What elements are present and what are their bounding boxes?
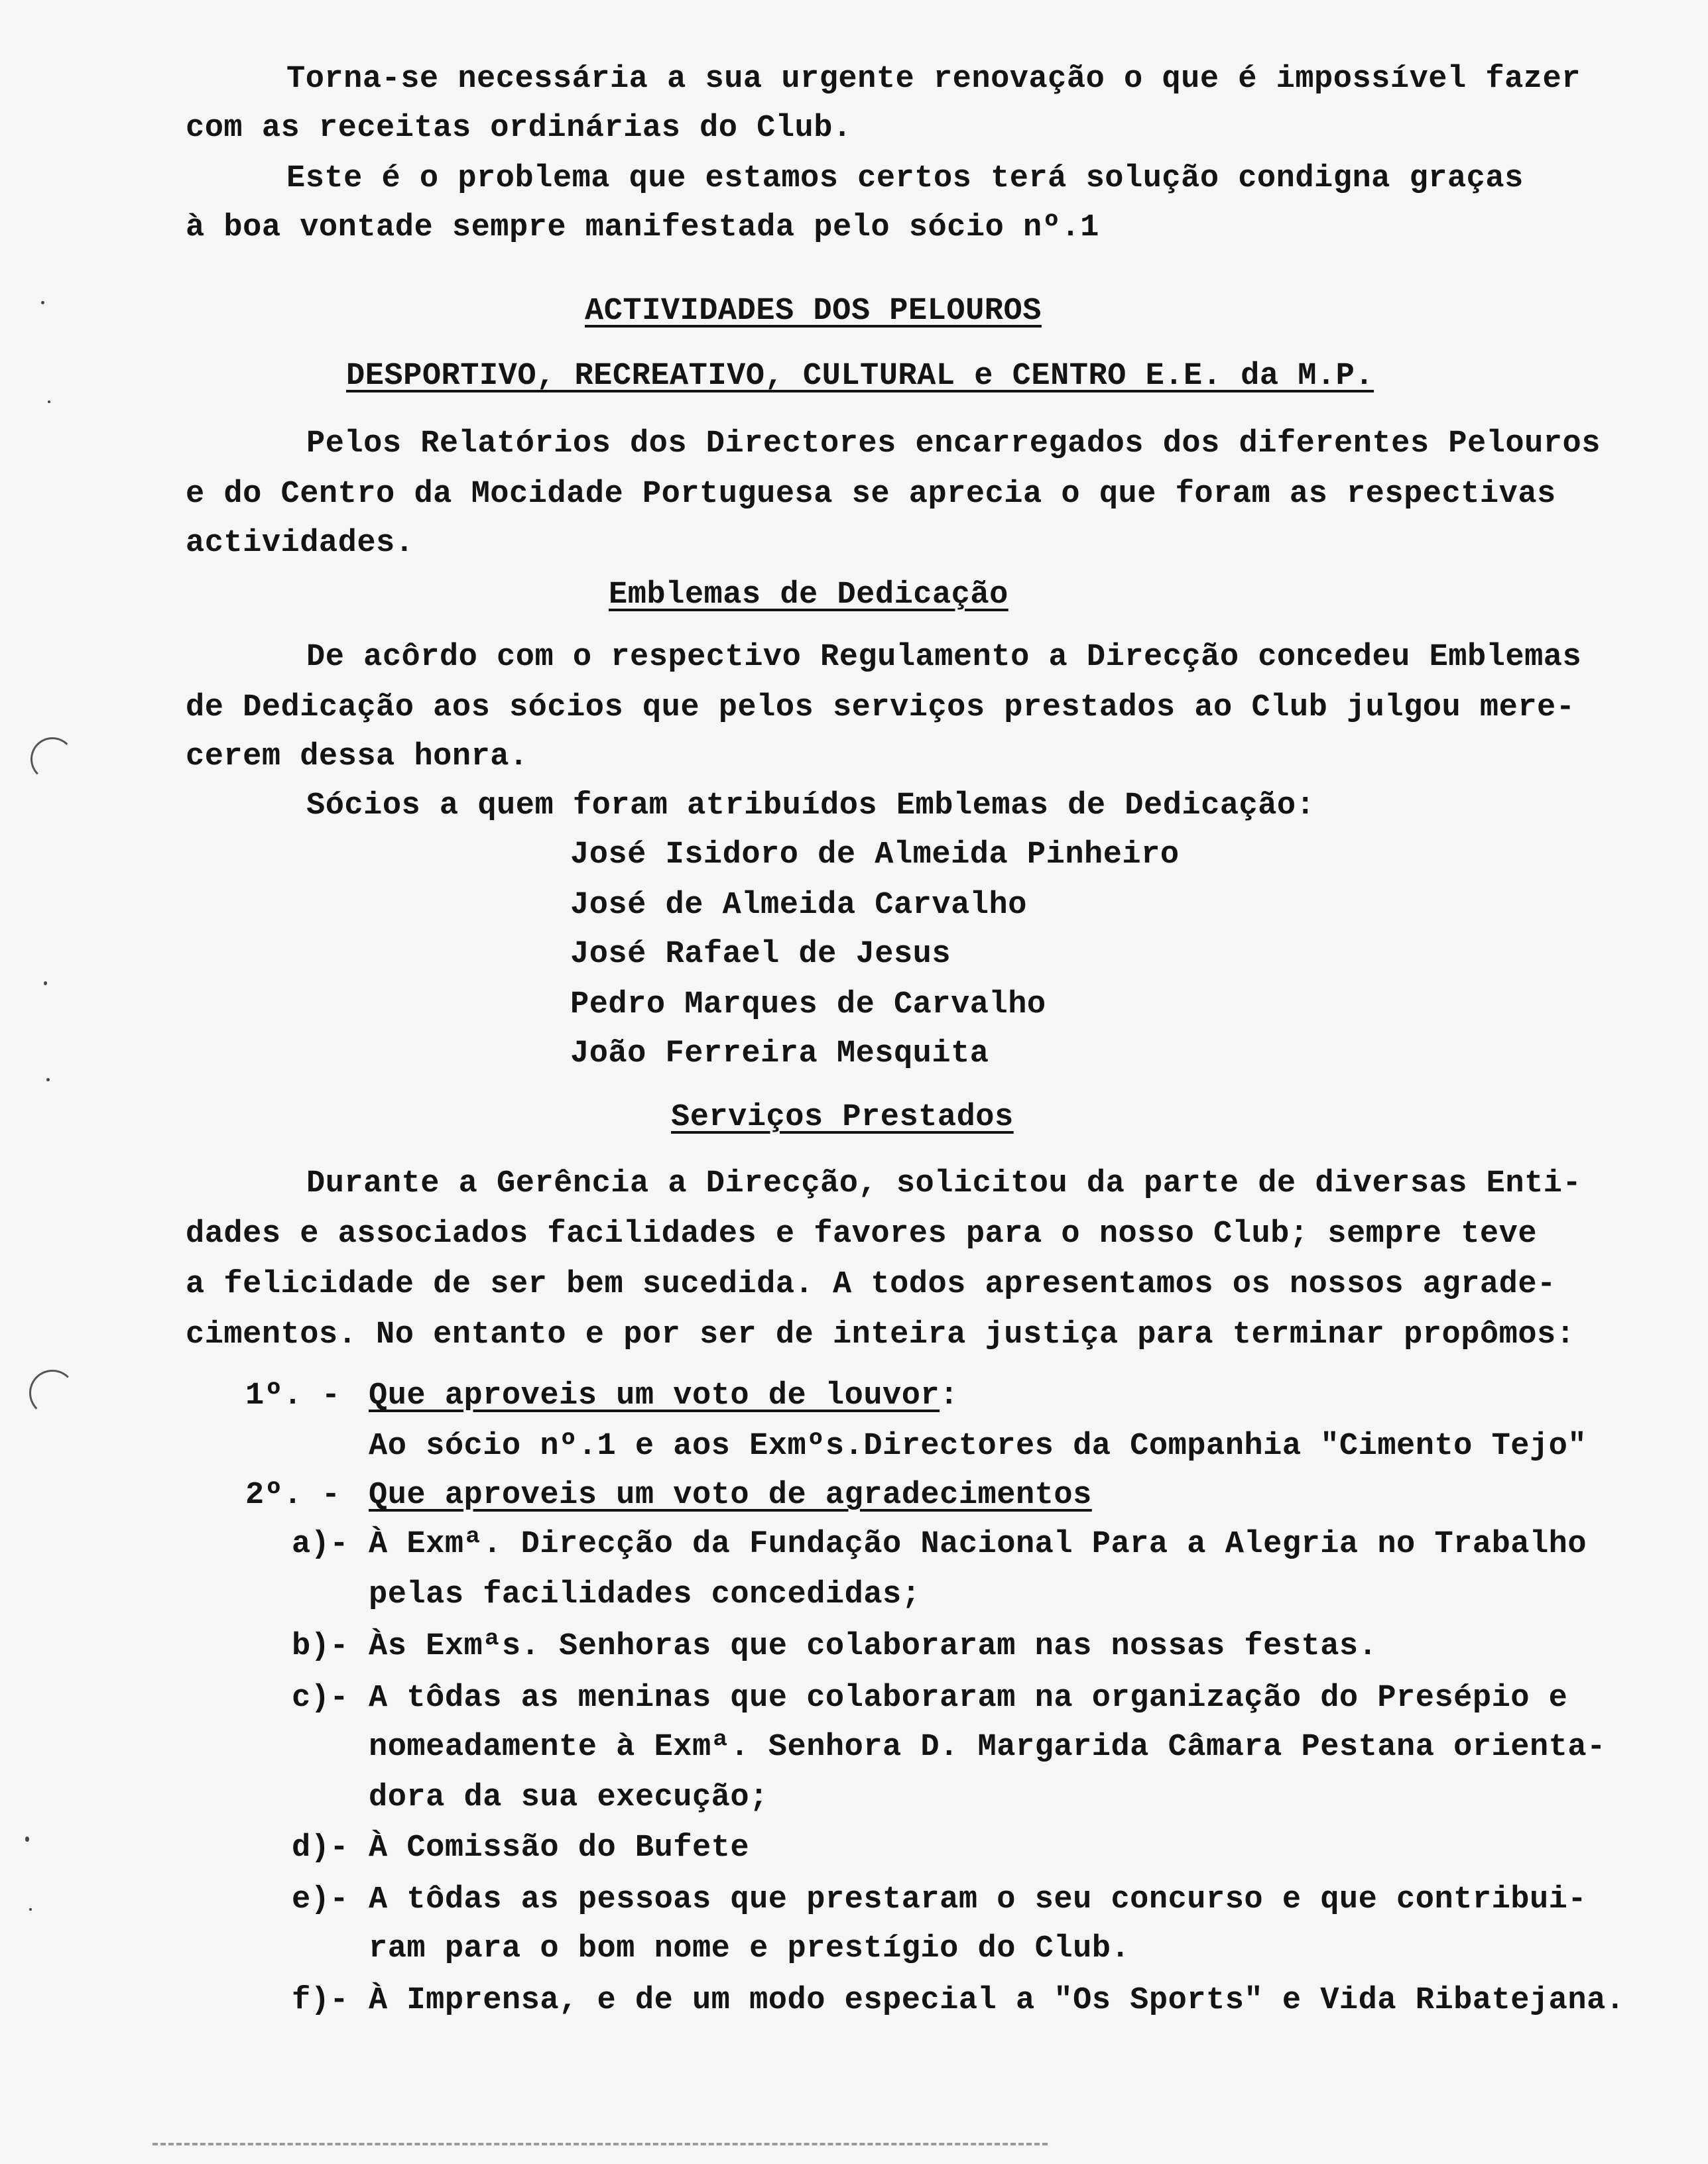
voto-1-colon: : xyxy=(940,1378,959,1413)
emblemas-heading: Emblemas de Dedicação xyxy=(609,577,1008,613)
scan-speck xyxy=(25,1836,29,1842)
voto-1-text: Ao sócio nº.1 e aos Exmºs.Directores da Companhia "Cimento Tejo" xyxy=(369,1429,1587,1464)
scan-mark xyxy=(30,737,74,781)
voto-2-number: 2º. - xyxy=(245,1478,341,1513)
intro-line-4: à boa vontade sempre manifestada pelo sócio nº.1 xyxy=(186,210,1099,245)
item-b-letter: b)- xyxy=(292,1629,349,1664)
voto-2-title: Que aproveis um voto de agradecimentos xyxy=(369,1478,1092,1513)
item-c-line-3: dora da sua execução; xyxy=(369,1780,768,1815)
item-a-line-2: pelas facilidades concedidas; xyxy=(369,1577,921,1612)
scan-mark xyxy=(29,1370,76,1416)
intro-line-2: com as receitas ordinárias do Club. xyxy=(186,111,852,146)
item-f-letter: f)- xyxy=(292,1983,349,2018)
item-c-line-1: A tôdas as meninas que colaboraram na organização do Presépio e xyxy=(369,1681,1568,1716)
scan-speck xyxy=(48,400,50,403)
servicos-line-1: Durante a Gerência a Direcção, solicitou da parte de diversas Enti- xyxy=(306,1166,1582,1201)
servicos-line-4: cimentos. No entanto e por ser de inteira justiça para terminar propômos: xyxy=(186,1317,1575,1352)
item-a-line-1: À Exmª. Direcção da Fundação Nacional Para a Alegria no Trabalho xyxy=(369,1527,1587,1562)
item-d-letter: d)- xyxy=(292,1831,349,1866)
voto-1-title-wrap xyxy=(369,1380,959,1412)
bottom-edge-rule xyxy=(152,2143,1048,2145)
item-e-letter: e)- xyxy=(292,1882,349,1917)
pelouros-line-3: actividades. xyxy=(186,526,414,561)
item-e-line-1: A tôdas as pessoas que prestaram o seu concurso e que contribui- xyxy=(369,1882,1587,1917)
item-d-line-1: À Comissão do Bufete xyxy=(369,1831,750,1866)
pelouros-line-1: Pelos Relatórios dos Directores encarregados dos diferentes Pelouros xyxy=(306,426,1601,461)
servicos-heading: Serviços Prestados xyxy=(671,1100,1014,1135)
emblemas-list-intro: Sócios a quem foram atribuídos Emblemas de Dedicação: xyxy=(306,788,1315,823)
item-a-letter: a)- xyxy=(292,1527,349,1562)
scan-speck xyxy=(29,1908,32,1911)
pelouros-subheading: DESPORTIVO, RECREATIVO, CULTURAL e CENTRO E.E. da M.P. xyxy=(346,359,1374,394)
intro-line-3: Este é o problema que estamos certos terá solução condigna graças xyxy=(286,161,1524,196)
emblemas-line-3: cerem dessa honra. xyxy=(186,739,528,774)
pelouros-heading: ACTIVIDADES DOS PELOUROS xyxy=(585,294,1042,329)
servicos-line-2: dades e associados facilidades e favores para o nosso Club; sempre teve xyxy=(186,1217,1538,1252)
emblemas-line-2: de Dedicação aos sócios que pelos serviços prestados ao Club julgou mere- xyxy=(186,690,1575,725)
scan-speck xyxy=(44,981,47,985)
pelouros-line-2: e do Centro da Mocidade Portuguesa se aprecia o que foram as respectivas xyxy=(186,477,1556,512)
member-name: José Isidoro de Almeida Pinheiro xyxy=(570,837,1180,872)
item-e-line-2: ram para o bom nome e prestígio do Club. xyxy=(369,1931,1130,1966)
member-name: José de Almeida Carvalho xyxy=(570,888,1027,923)
item-f-line-1: À Imprensa, e de um modo especial a "Os Sports" e Vida Ribatejana. xyxy=(369,1983,1625,2018)
member-name: João Ferreira Mesquita xyxy=(570,1036,989,1071)
member-name: José Rafael de Jesus xyxy=(570,937,951,972)
emblemas-line-1: De acôrdo com o respectivo Regulamento a Direcção concedeu Emblemas xyxy=(306,640,1582,675)
item-c-letter: c)- xyxy=(292,1681,349,1716)
servicos-line-3: a felicidade de ser bem sucedida. A todos apresentamos os nossos agrade- xyxy=(186,1267,1556,1302)
member-name: Pedro Marques de Carvalho xyxy=(570,987,1046,1022)
item-b-line-1: Às Exmªs. Senhoras que colaboraram nas nossas festas. xyxy=(369,1629,1378,1664)
intro-line-1: Torna-se necessária a sua urgente renovação o que é impossível fazer xyxy=(286,62,1581,97)
item-c-line-2: nomeadamente à Exmª. Senhora D. Margarida Câmara Pestana orienta- xyxy=(369,1730,1606,1765)
voto-1-title: Que aproveis um voto de louvor xyxy=(369,1378,940,1413)
scan-speck xyxy=(41,301,44,304)
voto-1-number: 1º. - xyxy=(245,1378,341,1413)
scan-speck xyxy=(46,1078,50,1081)
